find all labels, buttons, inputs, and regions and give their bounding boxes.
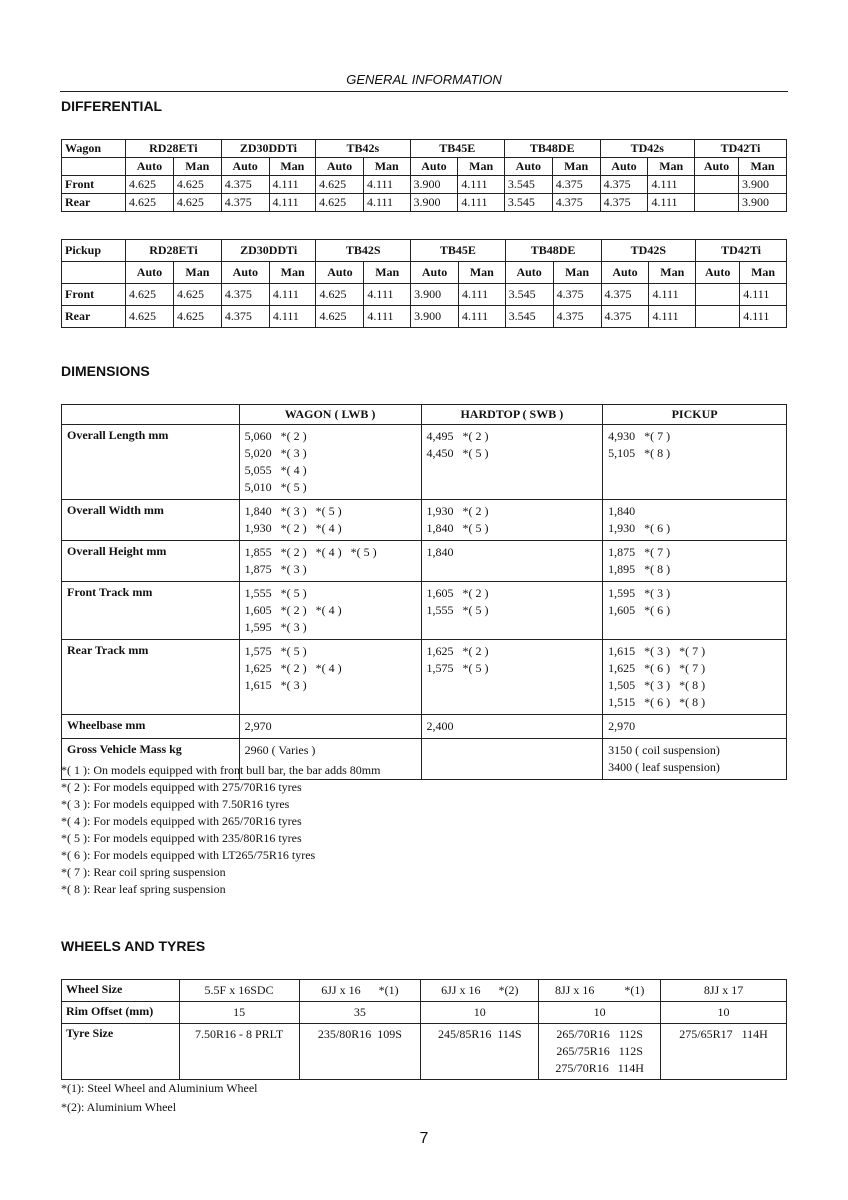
ratio-cell: 4.375 — [601, 306, 649, 328]
dimensions-notes — [61, 762, 380, 898]
dimension-cell — [421, 715, 603, 739]
dimension-cell — [421, 541, 603, 582]
table-row — [62, 582, 787, 640]
dimension-value: 5,010 *( 5 ) — [244, 480, 307, 494]
dimension-cell — [239, 715, 421, 739]
ratio-cell — [696, 284, 740, 306]
wheel-value: 10 — [593, 1005, 606, 1019]
ratio-cell: 4.375 — [552, 194, 600, 212]
ratio-cell: 3.545 — [505, 306, 553, 328]
wheel-cell — [421, 1024, 539, 1080]
transmission-header: Auto — [601, 262, 649, 284]
engine-header-row — [62, 240, 787, 262]
transmission-header: Auto — [316, 262, 364, 284]
ratio-cell: 4.111 — [740, 284, 787, 306]
ratio-cell — [696, 306, 740, 328]
transmission-header: Man — [740, 262, 787, 284]
dimension-cell — [421, 640, 603, 715]
row-label: Overall Length mm — [62, 425, 240, 500]
footnote: *( 4 ): For models equipped with 265/70R16 tyres — [61, 814, 302, 828]
page-number: 7 — [419, 1130, 429, 1147]
transmission-header: Man — [173, 158, 221, 176]
wheel-cell — [179, 1024, 299, 1080]
dimension-value: 3400 ( leaf suspension) — [608, 760, 720, 774]
dimension-value: 4,930 *( 7 ) — [608, 429, 671, 443]
wheel-cell — [539, 1002, 661, 1024]
table-row — [62, 194, 787, 212]
transmission-header-row — [62, 158, 787, 176]
row-label: Front — [62, 176, 126, 194]
ratio-cell: 4.375 — [552, 176, 600, 194]
dimension-cell — [421, 582, 603, 640]
transmission-header: Man — [364, 262, 411, 284]
dimensions-title: DIMENSIONS — [61, 363, 150, 379]
ratio-cell: 4.625 — [126, 194, 174, 212]
engine-header: TB42s — [316, 140, 410, 158]
transmission-header: Man — [363, 158, 410, 176]
row-label: Overall Height mm — [62, 541, 240, 582]
engine-header: TD42Ti — [695, 140, 787, 158]
dimension-cell — [239, 500, 421, 541]
column-header: WAGON ( LWB ) — [239, 405, 421, 425]
wheel-value: 5.5F x 16SDC — [204, 983, 274, 997]
transmission-header: Man — [552, 158, 600, 176]
ratio-cell: 4.625 — [126, 306, 174, 328]
ratio-cell: 4.625 — [173, 306, 221, 328]
ratio-cell: 4.625 — [173, 194, 221, 212]
dimension-cell — [239, 541, 421, 582]
differential-pickup-table — [61, 239, 787, 328]
transmission-header: Man — [648, 158, 695, 176]
footnote: *(2): Aluminium Wheel — [61, 1100, 177, 1114]
ratio-cell: 4.375 — [553, 306, 601, 328]
ratio-cell: 4.111 — [269, 176, 316, 194]
ratio-cell — [695, 194, 739, 212]
ratio-cell: 4.375 — [553, 284, 601, 306]
engine-header: TD42s — [600, 140, 694, 158]
wheels-table — [61, 979, 787, 1080]
ratio-cell: 4.111 — [363, 176, 410, 194]
dimension-value: 5,020 *( 3 ) — [244, 446, 307, 460]
wheel-value: 275/65R17 114H — [679, 1027, 768, 1041]
footnote: *( 8 ): Rear leaf spring suspension — [61, 882, 226, 896]
ratio-cell: 4.625 — [126, 176, 174, 194]
row-label: Rear — [62, 306, 126, 328]
dimension-value: 5,055 *( 4 ) — [244, 463, 307, 477]
table-row — [62, 1024, 787, 1080]
table-label: Wagon — [62, 140, 126, 158]
dimension-value: 1,840 — [608, 504, 636, 518]
ratio-cell: 4.111 — [363, 194, 410, 212]
table-row — [62, 980, 787, 1002]
table-row — [62, 1002, 787, 1024]
dimension-value: 4,495 *( 2 ) — [426, 429, 489, 443]
wheel-cell — [661, 1024, 787, 1080]
row-label: Rear Track mm — [62, 640, 240, 715]
ratio-cell: 4.375 — [221, 306, 269, 328]
dimension-value: 5,060 *( 2 ) — [244, 429, 307, 443]
dimension-value: 2,970 — [608, 719, 636, 733]
footnote: *( 6 ): For models equipped with LT265/75R16 tyres — [61, 848, 316, 862]
dimension-cell — [603, 739, 787, 780]
engine-header: TB42S — [316, 240, 411, 262]
dimension-value: 1,930 *( 2 ) — [426, 504, 489, 518]
wheel-value: 6JJ x 16 *(1) — [321, 983, 399, 997]
wheel-cell — [539, 980, 661, 1002]
ratio-cell: 3.545 — [504, 176, 552, 194]
transmission-header: Auto — [411, 262, 459, 284]
ratio-cell: 4.625 — [173, 284, 221, 306]
footnote: *(1): Steel Wheel and Aluminium Wheel — [61, 1081, 258, 1095]
row-label: Overall Width mm — [62, 500, 240, 541]
dimension-value: 1,875 *( 7 ) — [608, 545, 671, 559]
transmission-header: Auto — [126, 158, 174, 176]
ratio-cell: 3.545 — [505, 284, 553, 306]
engine-header: RD28ETi — [126, 240, 222, 262]
engine-header: TD42Ti — [696, 240, 787, 262]
blank-cell — [62, 262, 126, 284]
dimension-value: 3150 ( coil suspension) — [608, 743, 720, 757]
dimension-value: 1,515 *( 6 ) *( 8 ) — [608, 695, 706, 709]
dimension-value: 1,855 *( 2 ) *( 4 ) *( 5 ) — [244, 545, 377, 559]
transmission-header: Man — [173, 262, 221, 284]
ratio-cell: 4.625 — [126, 284, 174, 306]
wheel-cell — [421, 1002, 539, 1024]
engine-header: ZD30DDTi — [221, 240, 316, 262]
engine-header: TB48DE — [505, 240, 601, 262]
dimension-value: 2,400 — [426, 719, 454, 733]
table-row — [62, 500, 787, 541]
ratio-cell: 4.111 — [648, 176, 695, 194]
wheel-cell — [179, 1002, 299, 1024]
ratio-cell: 4.625 — [316, 284, 364, 306]
dimension-cell — [239, 640, 421, 715]
dimension-value: 1,930 *( 6 ) — [608, 521, 671, 535]
footnote: *( 7 ): Rear coil spring suspension — [61, 865, 226, 879]
differential-wagon-table — [61, 139, 787, 212]
wheel-cell — [299, 980, 421, 1002]
ratio-cell — [695, 176, 739, 194]
dimension-value: 1,895 *( 8 ) — [608, 562, 671, 576]
transmission-header: Auto — [505, 262, 553, 284]
engine-header: TD42S — [601, 240, 696, 262]
wheel-value: 235/80R16 109S — [317, 1027, 402, 1041]
dimension-value: 2960 ( Varies ) — [244, 743, 316, 757]
wheel-value: 6JJ x 16 *(2) — [441, 983, 519, 997]
table-row — [62, 640, 787, 715]
wheel-cell — [299, 1002, 421, 1024]
engine-header-row — [62, 140, 787, 158]
table-row — [62, 715, 787, 739]
dimension-cell — [603, 500, 787, 541]
row-label: Rear — [62, 194, 126, 212]
dimension-cell — [603, 541, 787, 582]
table-label: Pickup — [62, 240, 126, 262]
wheel-value: 7.50R16 - 8 PRLT — [194, 1027, 284, 1041]
dimensions-header-blank — [62, 405, 240, 425]
dimension-value: 1,605 *( 2 ) — [426, 586, 489, 600]
row-label: Front Track mm — [62, 582, 240, 640]
dimension-cell — [603, 425, 787, 500]
row-label: Tyre Size — [62, 1024, 180, 1080]
ratio-cell: 4.375 — [601, 284, 649, 306]
wheel-cell — [421, 980, 539, 1002]
ratio-cell: 4.625 — [316, 306, 364, 328]
dimension-value: 1,840 *( 5 ) — [426, 521, 489, 535]
ratio-cell: 3.900 — [410, 176, 458, 194]
ratio-cell: 4.625 — [316, 194, 364, 212]
row-label: Rim Offset (mm) — [62, 1002, 180, 1024]
wheels-title: WHEELS AND TYRES — [61, 938, 206, 954]
wheel-value: 15 — [233, 1005, 246, 1019]
engine-header: TB45E — [411, 240, 506, 262]
engine-header: RD28ETi — [126, 140, 222, 158]
transmission-header: Man — [459, 262, 506, 284]
table-row — [62, 306, 787, 328]
ratio-cell: 3.900 — [411, 306, 459, 328]
footnote: *( 2 ): For models equipped with 275/70R16 tyres — [61, 780, 302, 794]
dimension-cell — [421, 425, 603, 500]
ratio-cell: 3.545 — [504, 194, 552, 212]
dimension-value: 1,505 *( 3 ) *( 8 ) — [608, 678, 706, 692]
wheel-value: 265/70R16 112S — [556, 1027, 643, 1041]
ratio-cell: 4.111 — [459, 306, 506, 328]
table-row — [62, 541, 787, 582]
dimension-value: 1,930 *( 2 ) *( 4 ) — [244, 521, 342, 535]
dimension-cell — [603, 640, 787, 715]
ratio-cell: 4.111 — [649, 306, 696, 328]
table-row — [62, 425, 787, 500]
ratio-cell: 4.111 — [649, 284, 696, 306]
dimension-value: 1,605 *( 2 ) *( 4 ) — [244, 603, 342, 617]
page-header: GENERAL INFORMATION — [60, 72, 788, 92]
ratio-cell: 4.375 — [221, 194, 269, 212]
engine-header: TB45E — [410, 140, 504, 158]
dimension-value: 1,555 *( 5 ) — [426, 603, 489, 617]
transmission-header: Man — [553, 262, 601, 284]
dimension-value: 1,615 *( 3 ) *( 7 ) — [608, 644, 706, 658]
transmission-header: Man — [269, 158, 316, 176]
ratio-cell: 4.111 — [740, 306, 787, 328]
dimensions-header-row — [62, 405, 787, 425]
ratio-cell: 4.111 — [364, 284, 411, 306]
footnote: *( 5 ): For models equipped with 235/80R16 tyres — [61, 831, 302, 845]
row-label: Wheelbase mm — [62, 715, 240, 739]
transmission-header: Man — [739, 158, 787, 176]
dimension-cell — [421, 500, 603, 541]
dimension-value: 1,595 *( 3 ) — [244, 620, 307, 634]
dimension-value: 5,105 *( 8 ) — [608, 446, 671, 460]
ratio-cell: 4.111 — [458, 176, 505, 194]
dimension-value: 1,840 — [426, 545, 454, 559]
column-header: PICKUP — [603, 405, 787, 425]
dimension-cell — [239, 425, 421, 500]
wheel-value: 10 — [473, 1005, 486, 1019]
column-header: HARDTOP ( SWB ) — [421, 405, 603, 425]
transmission-header: Man — [269, 262, 316, 284]
dimension-cell — [603, 715, 787, 739]
wheel-value: 35 — [353, 1005, 366, 1019]
row-label: Front — [62, 284, 126, 306]
ratio-cell: 4.111 — [269, 284, 316, 306]
transmission-header: Man — [458, 158, 505, 176]
row-label: Wheel Size — [62, 980, 180, 1002]
transmission-header: Auto — [696, 262, 740, 284]
wheel-value: 245/85R16 114S — [437, 1027, 522, 1041]
dimension-value: 1,555 *( 5 ) — [244, 586, 307, 600]
wheel-value: 10 — [717, 1005, 730, 1019]
transmission-header: Auto — [221, 262, 269, 284]
wheels-notes — [61, 1079, 258, 1117]
ratio-cell: 4.625 — [316, 176, 364, 194]
transmission-header: Auto — [695, 158, 739, 176]
wheel-value: 8JJ x 17 — [703, 983, 744, 997]
ratio-cell: 3.900 — [739, 194, 787, 212]
engine-header: ZD30DDTi — [221, 140, 315, 158]
dimension-value: 1,625 *( 2 ) *( 4 ) — [244, 661, 342, 675]
dimension-value: 1,605 *( 6 ) — [608, 603, 671, 617]
engine-header: TB48DE — [504, 140, 600, 158]
transmission-header: Auto — [316, 158, 364, 176]
dimension-value: 1,840 *( 3 ) *( 5 ) — [244, 504, 342, 518]
ratio-cell: 4.111 — [269, 194, 316, 212]
ratio-cell: 4.375 — [600, 176, 648, 194]
table-row — [62, 176, 787, 194]
wheel-value: 265/75R16 112S — [556, 1044, 643, 1058]
ratio-cell: 3.900 — [739, 176, 787, 194]
transmission-header: Auto — [410, 158, 458, 176]
table-row — [62, 284, 787, 306]
ratio-cell: 4.625 — [173, 176, 221, 194]
transmission-header: Auto — [126, 262, 174, 284]
wheel-cell — [661, 980, 787, 1002]
row-label: Gross Vehicle Mass kg — [62, 739, 240, 780]
dimension-cell — [421, 739, 603, 780]
ratio-cell: 3.900 — [411, 284, 459, 306]
dimension-value: 4,450 *( 5 ) — [426, 446, 489, 460]
ratio-cell: 4.111 — [458, 194, 505, 212]
dimension-value: 2,970 — [244, 719, 272, 733]
dimension-value: 1,875 *( 3 ) — [244, 562, 307, 576]
ratio-cell: 4.111 — [648, 194, 695, 212]
dimension-value: 1,615 *( 3 ) — [244, 678, 307, 692]
wheel-value: 275/70R16 114H — [555, 1061, 644, 1075]
transmission-header-row — [62, 262, 787, 284]
ratio-cell: 4.375 — [221, 176, 269, 194]
blank-cell — [62, 158, 126, 176]
dimension-value: 1,625 *( 6 ) *( 7 ) — [608, 661, 706, 675]
transmission-header: Auto — [221, 158, 269, 176]
ratio-cell: 4.111 — [269, 306, 316, 328]
ratio-cell: 4.375 — [600, 194, 648, 212]
ratio-cell: 4.111 — [459, 284, 506, 306]
wheel-value: 8JJ x 16 *(1) — [554, 983, 645, 997]
ratio-cell: 3.900 — [410, 194, 458, 212]
wheel-cell — [661, 1002, 787, 1024]
ratio-cell: 4.111 — [364, 306, 411, 328]
transmission-header: Man — [649, 262, 696, 284]
ratio-cell: 4.375 — [221, 284, 269, 306]
dimension-cell — [239, 582, 421, 640]
footnote: *( 1 ): On models equipped with front bull bar, the bar adds 80mm — [61, 763, 381, 777]
differential-title: DIFFERENTIAL — [61, 98, 163, 114]
footnote: *( 3 ): For models equipped with 7.50R16 tyres — [61, 797, 290, 811]
wheel-cell — [539, 1024, 661, 1080]
transmission-header: Auto — [504, 158, 552, 176]
wheel-cell — [179, 980, 299, 1002]
dimension-cell — [603, 582, 787, 640]
dimension-value: 1,575 *( 5 ) — [426, 661, 489, 675]
transmission-header: Auto — [600, 158, 648, 176]
dimension-value: 1,575 *( 5 ) — [244, 644, 307, 658]
dimension-value: 1,625 *( 2 ) — [426, 644, 489, 658]
dimensions-table — [61, 404, 787, 780]
wheel-cell — [299, 1024, 421, 1080]
dimension-value: 1,595 *( 3 ) — [608, 586, 671, 600]
